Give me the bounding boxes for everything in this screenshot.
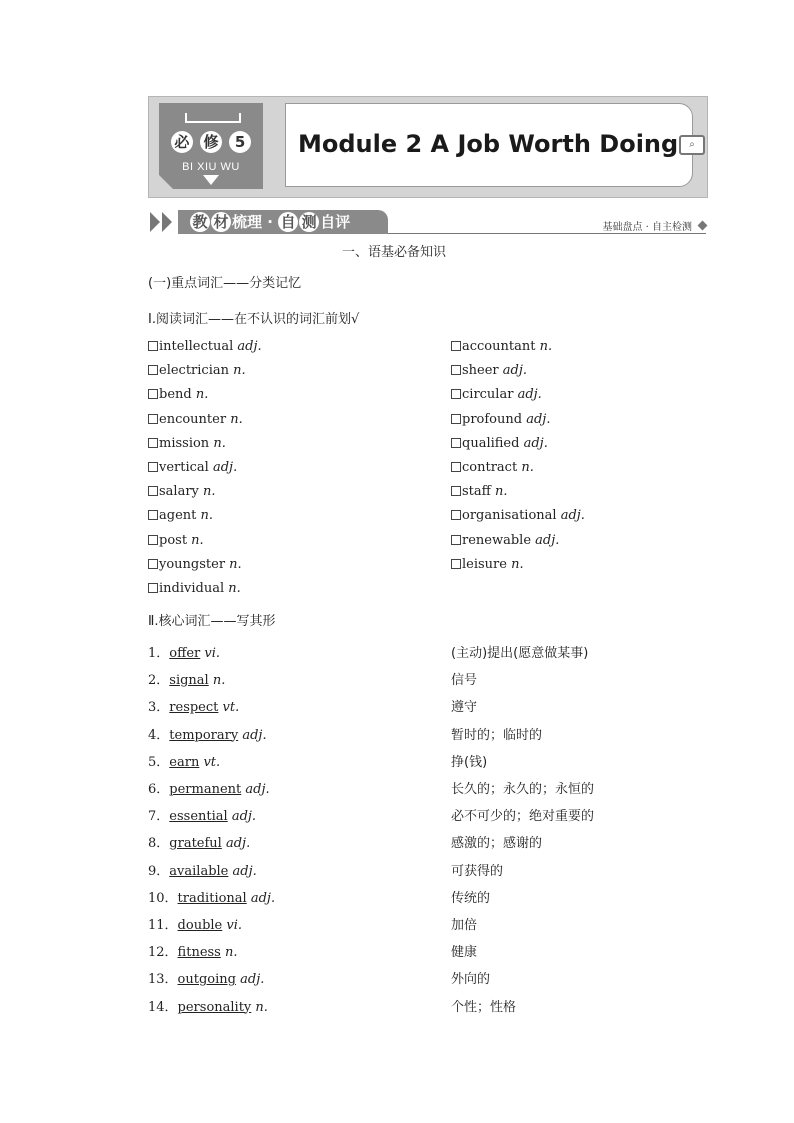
part-of-speech: vi. <box>222 918 243 933</box>
vocab-word: post <box>159 532 188 548</box>
vocab-word: circular <box>462 387 514 403</box>
chinese-meaning: 外向的 <box>451 972 491 988</box>
checkbox-icon[interactable] <box>148 583 158 593</box>
part-of-speech: vi. <box>200 646 221 661</box>
book-pinyin: BI XIU WU <box>182 161 240 173</box>
core-word-row <box>148 724 267 743</box>
vocab-word: bend <box>159 387 192 403</box>
chinese-meaning: 可获得的 <box>451 863 504 879</box>
chinese-meaning: 必不可少的；绝对重要的 <box>451 809 595 825</box>
answer-word: fitness <box>177 945 221 961</box>
chinese-meaning: 挣(钱) <box>451 754 488 770</box>
module-title: Module 2 A Job Worth Doing <box>298 130 679 158</box>
chevron-right-icon <box>162 212 172 232</box>
chinese-meaning: 遵守 <box>451 700 478 716</box>
part-of-speech: n. <box>220 945 238 961</box>
answer-word: respect <box>169 700 219 716</box>
part-of-speech: adj. <box>228 863 257 879</box>
item-number: 10． <box>148 890 178 906</box>
vocab-item <box>451 436 548 451</box>
vocab-item <box>148 436 226 451</box>
core-word-row <box>148 941 238 960</box>
item-number: 9． <box>148 863 170 879</box>
vocab-word: vertical <box>159 460 209 475</box>
vocab-word: staff <box>462 484 491 500</box>
checkbox-icon[interactable] <box>451 486 461 496</box>
vocab-word: intellectual <box>159 339 234 354</box>
item-number: 13． <box>148 972 178 988</box>
part-of-speech: n. <box>226 411 243 427</box>
core-word-row <box>148 914 242 933</box>
part-of-speech: vt. <box>218 700 240 716</box>
core-word-row <box>148 805 256 824</box>
checkbox-icon[interactable] <box>148 389 158 399</box>
vocab-item <box>148 363 246 378</box>
title-card <box>285 103 693 187</box>
vocab-word: contract <box>462 460 518 475</box>
core-word-row <box>148 887 275 906</box>
vocab-word: qualified <box>462 435 520 451</box>
chinese-meaning: (主动)提出(愿意做某事) <box>451 646 589 661</box>
core-word-row <box>148 996 268 1015</box>
book-char: 5 <box>229 131 251 153</box>
part-of-speech: adj. <box>519 435 548 451</box>
item-number: 3． <box>148 700 170 716</box>
vocab-word: renewable <box>462 532 532 548</box>
chinese-meaning: 长久的；永久的；永恒的 <box>451 782 595 797</box>
part-of-speech: n. <box>196 508 214 524</box>
tab-char: 测 <box>299 212 319 232</box>
vocab-item <box>148 484 216 499</box>
vocab-word: organisational <box>462 508 557 524</box>
chinese-meaning: 个性；性格 <box>451 999 517 1015</box>
section-bar <box>148 208 708 236</box>
part-of-speech: adj. <box>498 363 528 379</box>
vocab-item <box>451 339 552 354</box>
item-number: 6． <box>148 782 170 797</box>
core-word-row <box>148 860 257 879</box>
part-of-speech: adj. <box>233 339 262 354</box>
checkbox-icon[interactable] <box>451 462 461 472</box>
part-of-speech: n. <box>198 484 216 500</box>
part1-heading: Ⅰ.阅读词汇——在不认识的词汇前划√ <box>148 312 360 327</box>
checkbox-icon[interactable] <box>451 341 461 351</box>
down-triangle-icon <box>203 175 219 185</box>
tab-text: 梳理 <box>232 213 263 231</box>
checkbox-icon[interactable] <box>451 389 461 399</box>
core-word-row <box>148 642 220 661</box>
vocab-item <box>148 387 208 402</box>
checkbox-icon[interactable] <box>451 559 461 569</box>
chinese-meaning: 传统的 <box>451 890 491 906</box>
item-number: 14． <box>148 999 178 1015</box>
badge-decoration <box>185 113 241 123</box>
part-of-speech: vt. <box>199 754 221 770</box>
vocab-item <box>451 533 559 548</box>
answer-word: signal <box>169 673 209 689</box>
tab-separator: · <box>267 213 273 231</box>
answer-word: personality <box>177 999 252 1015</box>
part-of-speech: n. <box>187 532 204 548</box>
part-of-speech: n. <box>191 387 209 403</box>
main-heading: 一、语基必备知识 <box>342 245 447 260</box>
answer-word: permanent <box>169 782 242 797</box>
part-of-speech: n. <box>251 999 268 1015</box>
chinese-meaning: 信号 <box>451 673 478 689</box>
answer-word: offer <box>169 646 201 661</box>
part2-heading: Ⅱ.核心词汇——写其形 <box>148 614 276 629</box>
item-number: 2． <box>148 673 170 689</box>
core-word-row <box>148 669 225 688</box>
answer-word: grateful <box>169 836 222 852</box>
vocab-item <box>148 533 204 548</box>
answer-word: traditional <box>177 890 247 906</box>
part-of-speech: n. <box>208 673 226 689</box>
vocab-item <box>148 581 241 596</box>
vocab-item <box>451 387 542 402</box>
vocab-word: salary <box>159 484 199 500</box>
vocab-item <box>148 557 242 572</box>
part-of-speech: n. <box>225 556 242 572</box>
vocab-word: youngster <box>159 556 226 572</box>
part-of-speech: adj. <box>241 782 270 797</box>
core-word-row <box>148 832 250 851</box>
vocab-item <box>451 557 524 572</box>
diamond-icon <box>698 221 708 231</box>
vocab-word: agent <box>159 508 197 524</box>
answer-word: essential <box>169 809 228 825</box>
book-char: 修 <box>200 131 222 153</box>
vocab-word: leisure <box>462 556 507 572</box>
book-volume-label <box>159 131 263 153</box>
checkbox-icon[interactable] <box>451 365 461 375</box>
checkbox-icon[interactable] <box>148 438 158 448</box>
checkbox-icon[interactable] <box>451 414 461 424</box>
answer-word: temporary <box>169 727 239 743</box>
checkbox-icon[interactable] <box>451 510 461 520</box>
tab-char: 自 <box>278 212 298 232</box>
core-word-row <box>148 696 239 715</box>
tab-text: 自评 <box>320 213 351 231</box>
answer-word: outgoing <box>177 972 236 988</box>
section-subtitle: 基础盘点 · 自主检测 <box>602 222 692 233</box>
vocab-item <box>451 460 534 475</box>
book-char: 必 <box>171 131 193 153</box>
part-of-speech: n. <box>224 581 241 596</box>
vocab-word: electrician <box>159 363 229 379</box>
checkbox-icon[interactable] <box>148 559 158 569</box>
checkbox-icon[interactable] <box>451 535 461 545</box>
chinese-meaning: 加倍 <box>451 918 478 933</box>
section-tab <box>178 210 388 234</box>
checkbox-icon[interactable] <box>451 438 461 448</box>
item-number: 7． <box>148 809 170 825</box>
vocab-word: individual <box>159 581 225 596</box>
vocab-item <box>451 363 527 378</box>
vocab-word: encounter <box>159 411 227 427</box>
answer-word: double <box>177 918 223 933</box>
item-number: 8． <box>148 836 170 852</box>
chinese-meaning: 健康 <box>451 945 478 961</box>
corner-fold <box>159 175 173 189</box>
item-number: 4． <box>148 727 170 743</box>
vocab-item <box>451 412 550 427</box>
core-word-row <box>148 778 270 797</box>
vocab-item <box>451 484 508 499</box>
section-underline <box>388 233 706 234</box>
part-of-speech: adj. <box>238 727 267 743</box>
checkbox-icon[interactable] <box>148 341 158 351</box>
checkbox-icon[interactable] <box>148 510 158 520</box>
checkbox-icon[interactable] <box>148 462 158 472</box>
part-of-speech: adj. <box>227 809 257 825</box>
part-of-speech: adj. <box>513 387 542 403</box>
part-of-speech: adj. <box>246 890 276 906</box>
checkbox-icon[interactable] <box>148 535 158 545</box>
sub-heading: (一)重点词汇——分类记忆 <box>148 276 302 291</box>
part-of-speech: adj. <box>235 972 265 988</box>
part-of-speech: n. <box>517 460 534 475</box>
chinese-meaning: 感激的；感谢的 <box>451 836 543 852</box>
checkbox-icon[interactable] <box>148 414 158 424</box>
part-of-speech: n. <box>490 484 508 500</box>
item-number: 12． <box>148 945 178 961</box>
vocab-item <box>451 508 585 523</box>
vocab-item <box>148 460 237 475</box>
tab-char: 教 <box>190 212 210 232</box>
answer-word: earn <box>169 754 200 770</box>
part-of-speech: n. <box>506 556 524 572</box>
checkbox-icon[interactable] <box>148 486 158 496</box>
item-number: 1． <box>148 646 170 661</box>
vocab-word: profound <box>462 411 523 427</box>
part-of-speech: adj. <box>208 460 238 475</box>
part-of-speech: adj. <box>531 532 560 548</box>
checkbox-icon[interactable] <box>148 365 158 375</box>
vocab-word: sheer <box>462 363 499 379</box>
search-book-icon: ⌕ <box>679 135 705 155</box>
module-banner <box>148 96 708 198</box>
answer-word: available <box>169 863 229 879</box>
part-of-speech: n. <box>535 339 553 354</box>
vocab-item <box>148 412 243 427</box>
chevron-right-icon <box>150 212 160 232</box>
core-word-row <box>148 968 264 987</box>
part-of-speech: adj. <box>221 836 251 852</box>
chinese-meaning: 暂时的；临时的 <box>451 727 543 743</box>
tab-char: 材 <box>211 212 231 232</box>
book-badge <box>159 103 263 189</box>
item-number: 11． <box>148 918 178 933</box>
core-word-row <box>148 751 220 770</box>
part-of-speech: adj. <box>522 411 551 427</box>
part-of-speech: n. <box>209 435 226 451</box>
item-number: 5． <box>148 754 170 770</box>
vocab-word: accountant <box>462 339 536 354</box>
part-of-speech: adj. <box>556 508 585 524</box>
vocab-item <box>148 339 262 354</box>
part-of-speech: n. <box>228 363 246 379</box>
vocab-word: mission <box>159 435 210 451</box>
vocab-item <box>148 508 213 523</box>
